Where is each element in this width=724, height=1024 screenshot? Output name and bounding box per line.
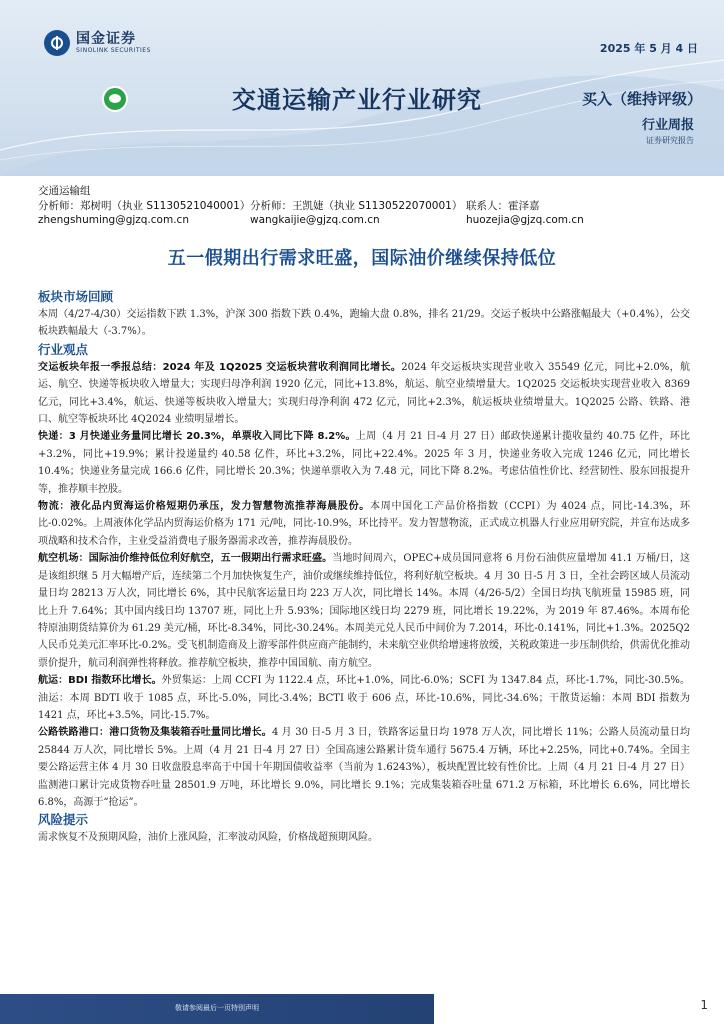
contact-email[interactable]: huozejia@gjzq.com.cn: [466, 214, 584, 226]
report-type: 证券研究报告: [646, 136, 694, 145]
logo-name-cn: 国金证券: [76, 31, 136, 47]
para-annual-summary-bold: 交运板块年报一季报总结：2024 年及 1Q2025 交运板块营收利润同比增长。: [38, 361, 402, 373]
logo-name-en: SINOLINK SECURITIES: [76, 47, 151, 54]
report-header: [0, 0, 724, 176]
analyst-2: 分析师：王凯婕（执业 S1130522070001）: [250, 199, 463, 212]
report-body: [38, 288, 690, 847]
para-annual-summary: [38, 359, 690, 429]
company-logo: [44, 30, 151, 56]
para-aviation-bold: 航空机场：国际油价维持低位利好航空，五一假期出行需求旺盛。: [38, 553, 333, 565]
analyst-group: 交通运输组: [38, 185, 91, 197]
para-highway-rail-port: [38, 724, 690, 811]
para-logistics-text: 本周中国化工产品价格指数（CCPI）为 4024 点，同比-14.3%，环比-0.02%。上周液体化学品内贸海运价格为 171 元/吨，同比-10.9%，环比持平。发力智慧物流，正式成立机器人行业应用研究院，并宣布达成多项战略和技术合作，主业受益消费电子服务器需求改善，推荐海晨股份。: [38, 501, 691, 547]
footer-right-blank: [434, 994, 724, 1024]
section-risk: 风险提示: [38, 812, 89, 828]
para-highway-rail-port-text: 4 月 30 日-5 月 3 日，铁路客运量日均 1978 万人次，同比增长 11%；公路人员流动量日均 25844 万人次，同比增长 5%。上周（4 月 21 日-4 月 27 日）全国高速公路累计货车通行 5675.4 万辆，环比+2.25%，同比+0.74%。全国主要公路运营主体 4 月 30 日收盘股息率高于中国十年期国债收益率（当前为 1.6243%），板块配置比较有性价比。上周（4 月 21 日-4 月 27 日）监测港口累计完成货物吞吐量 28501.9 万吨，环比增长 9.0%，同比增长 9.1%；完成集装箱吞吐量 671.2 万标箱，环比增长 6.6%，同比增长 6.8%，高源于“抢运”。: [38, 727, 690, 808]
para-express-bold: 快递：3 月快递业务量同比增长 20.3%，单票收入同比下降 8.2%。: [38, 431, 356, 443]
para-logistics-bold: 物流：液化品内贸海运价格短期仍承压，发力智慧物流推荐海晨股份。: [38, 501, 371, 513]
analyst-block: [38, 184, 698, 228]
footer-disclaimer-note[interactable]: 敬请参阅最后一页特别声明: [175, 1004, 259, 1012]
para-express-text: 上周（4 月 21 日-4 月 27 日）邮政快递累计揽收量约 40.75 亿件，环比+3.2%，同比+19.9%；累计投递量约 40.58 亿件，环比+3.2%，同比+22.4%。2025 年 3 月，快递业务收入完成 1246 亿元，同比增长 10.4%；快递业务量完成 166.6 亿件，同比增长 20.3%；快递单票收入为 7.48 元，同比下降 8.2%。考虑估值性价比、经营韧性、股东回报提升等，推荐顺丰控股。: [38, 431, 690, 495]
report-title: 交通运输产业行业研究: [232, 86, 482, 114]
para-shipping: [38, 672, 690, 724]
report-kind: 行业周报: [641, 118, 694, 133]
section-market-review: 板块市场回顾: [38, 289, 114, 304]
para-shipping-text: 外贸集运：上周 CCFI 为 1122.4 点，环比+1.0%，同比-6.0%；SCFI 为 1347.84 点，环比-1.7%，同比-30.5%。油运：本周 BDTI 收于 1085 点，环比-5.0%，同比-3.4%；BCTI 收于 606 点，环比-10.6%，同比-34.6%；干散货运输：本周 BDI 指数为 1421 点，环比+3.5%，同比-15.7%。: [38, 675, 690, 721]
section-industry-view: 行业观点: [38, 341, 89, 357]
analyst-1: 分析师：郑树明（执业 S1130521040001）: [38, 199, 251, 212]
analyst-contact: 联系人：霍泽嘉: [466, 199, 540, 212]
para-annual-summary-text: 2024 年交运板块实现营业收入 35549 亿元，同比+2.0%，航运、航空、快递等板块收入增量大；实现归母净利润 1920 亿元，同比+13.8%，航运、航空业绩增量大。1Q2025 交运板块实现营业收入 8369 亿元，同比+3.4%，航运、快递等板块收入增量大；实现归母净利润 472 亿元，同比+2.3%，航运板块业绩增量大。1Q2025 公路、铁路、港口、航空等板块环比 4Q2024 业绩明显增长。: [38, 361, 690, 426]
main-title: 五一假期出行需求旺盛，国际油价继续保持低位: [167, 248, 557, 269]
para-logistics: [38, 498, 690, 550]
para-aviation-text: 当地时间周六，OPEC+成员国同意将 6 月份石油供应量增加 41.1 万桶/日，这是该组织继 5 月大幅增产后，连续第二个月加快恢复生产，油价或继续维持低位，将利好航空板块。4 月 30 日-5 月 3 日，全社会跨区域人员流动量日均 28213 万人次，同比增长 6%，其中民航客运量日均 223 万人次，同比增长 14%。本周（4/26-5/2）全国日均执飞航班量 15985 班，同比上升 7.64%；其中国内线日均 13707 班，同比上升 5.93%；国际地区线日均 2279 班，同比增长 19.22%，为 2019 年 87.46%。本周布伦特原油期货结算价为 61.29 美元/桶，环比-8.34%，同比-30.24%。本周美元兑人民币中间价为 7.2014，环比-0.141%，同比+1.3%。2025Q2 人民币兑美元汇率环比-0.2%。受飞机制造商及上游零部件供应商产能制约，未来航空业供给增速将放缓，关税政策进一步压制供给，供需优化推动票价提升，航司利润弹性将释放。推荐航空板块，推荐中国国航、南方航空。: [38, 553, 691, 669]
wechat-icon: [102, 86, 128, 112]
logo-mark-icon: [44, 30, 70, 56]
risk-text: 需求恢复不及预期风险，油价上涨风险，汇率波动风险，价格战超预期风险。: [38, 832, 378, 844]
analyst-2-email[interactable]: wangkaijie@gjzq.com.cn: [250, 214, 380, 226]
report-date: 2025 年 5 月 4 日: [599, 42, 698, 55]
market-review-text: 本周（4/27-4/30）交运指数下跌 1.3%，沪深 300 指数下跌 0.4%，跑输大盘 0.8%，排名 21/29。交运子板块中公路涨幅最大（+0.4%），公交板块跌幅最大（-3.7%）。: [38, 309, 690, 338]
para-aviation: [38, 550, 690, 672]
page-number: 1: [700, 998, 708, 1012]
rating-label: 买入（维持评级）: [581, 90, 702, 108]
para-shipping-bold: 航运：BDI 指数环比增长。: [38, 675, 162, 687]
para-express: [38, 428, 690, 498]
analyst-1-email[interactable]: zhengshuming@gjzq.com.cn: [38, 214, 189, 226]
para-highway-rail-port-bold: 公路铁路港口：港口货物及集装箱吞吐量同比增长。: [38, 727, 272, 739]
